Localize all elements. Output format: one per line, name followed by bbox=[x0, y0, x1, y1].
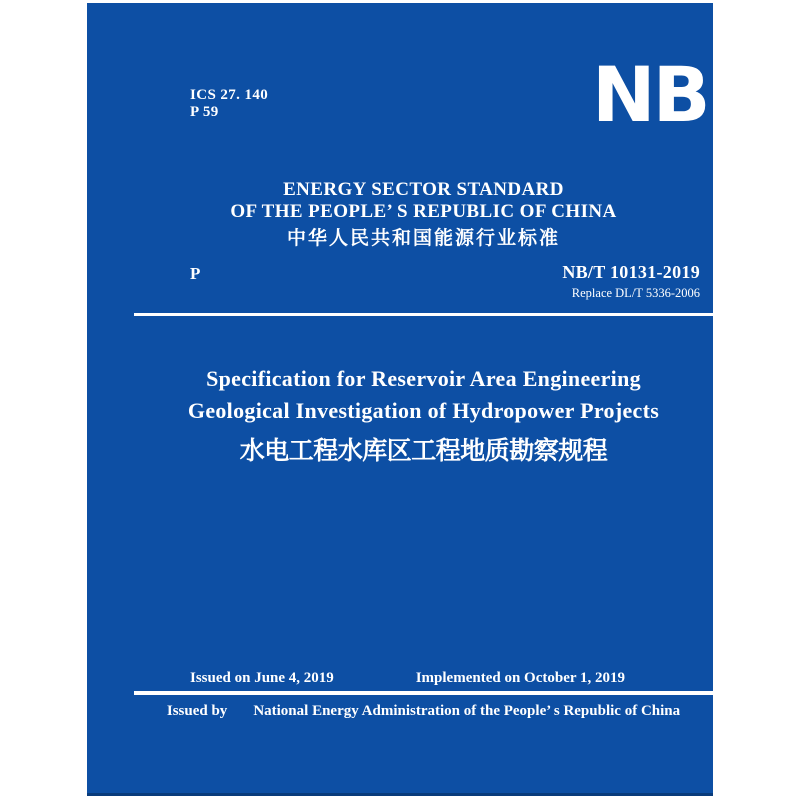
ics-code: ICS 27. 140 bbox=[190, 87, 269, 103]
horizontal-rule-bottom bbox=[134, 691, 713, 695]
issued-by-row bbox=[134, 703, 713, 720]
issued-by-value: National Energy Administration of the People’ s Republic of China bbox=[253, 703, 681, 719]
code-row bbox=[134, 262, 713, 306]
doc-class-code: P 59 bbox=[190, 104, 219, 120]
org-zh: 中华人民共和国能源行业标准 bbox=[286, 228, 560, 249]
category-letter: P bbox=[190, 264, 201, 283]
issued-on-date: Issued on June 4, 2019 bbox=[190, 670, 334, 686]
dates-row bbox=[134, 670, 713, 690]
title-en-line2: Geological Investigation of Hydropower Projects bbox=[187, 398, 660, 423]
org-block bbox=[134, 179, 713, 250]
nb-logo: NB bbox=[592, 50, 708, 139]
ics-block bbox=[190, 87, 268, 121]
issued-by-label: Issued by bbox=[166, 703, 228, 719]
title-block bbox=[134, 363, 713, 469]
org-line1-en: ENERGY SECTOR STANDARD bbox=[283, 179, 564, 200]
implemented-on-date: Implemented on October 1, 2019 bbox=[415, 670, 625, 686]
org-line2-en: OF THE PEOPLE’ S REPUBLIC OF CHINA bbox=[230, 201, 617, 222]
standard-number-block bbox=[562, 262, 700, 301]
replaces-note: Replace DL/T 5336-2006 bbox=[571, 286, 700, 300]
horizontal-rule-top bbox=[134, 313, 713, 316]
standard-number: NB/T 10131-2019 bbox=[562, 262, 700, 282]
cover-content bbox=[134, 3, 713, 796]
standard-cover bbox=[87, 3, 713, 796]
title-zh: 水电工程水库区工程地质勘察规程 bbox=[239, 438, 608, 465]
title-en-line1: Specification for Reservoir Area Engineering bbox=[206, 366, 641, 391]
